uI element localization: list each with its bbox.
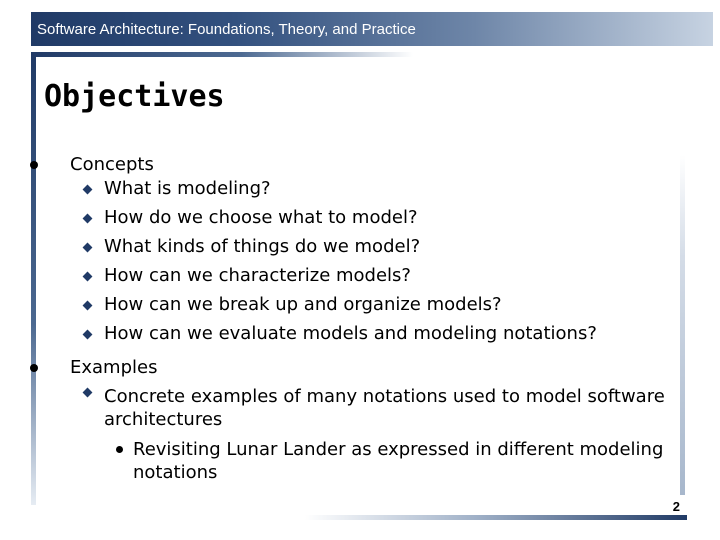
bullet-diamond-icon — [83, 243, 93, 253]
bullet-diamond-icon — [83, 330, 93, 340]
bullet-dot-icon — [116, 446, 123, 453]
bullet-diamond-icon — [83, 301, 93, 311]
subbullet-organize-models: How can we break up and organize models? — [104, 294, 502, 315]
subbullet-choose-what-to-model: How do we choose what to model? — [104, 207, 418, 228]
bullet-dot-icon — [30, 161, 38, 169]
bullet-diamond-icon — [83, 185, 93, 195]
bullet-diamond-icon — [83, 388, 93, 398]
subbullet-what-is-modeling: What is modeling? — [104, 178, 271, 199]
subbullet-characterize-models: How can we characterize models? — [104, 265, 411, 286]
left-accent-rule — [31, 52, 36, 505]
subbullet-concrete-examples-line1: Concrete examples of many notations used to model software — [104, 386, 665, 407]
bullet-diamond-icon — [83, 272, 93, 282]
bullet-examples: Examples — [70, 357, 158, 378]
bullet-diamond-icon — [83, 214, 93, 224]
bullet-concepts: Concepts — [70, 154, 154, 175]
right-accent-rule — [680, 155, 685, 495]
page-number: 2 — [672, 499, 680, 514]
subsubbullet-lunar-lander-line1: Revisiting Lunar Lander as expressed in different modeling — [133, 439, 664, 460]
title-accent-rule — [31, 52, 413, 57]
subsubbullet-lunar-lander-line2: notations — [133, 462, 218, 483]
bottom-accent-rule — [305, 515, 687, 520]
subbullet-evaluate-models: How can we evaluate models and modeling notations? — [104, 323, 597, 344]
subbullet-concrete-examples-line2: architectures — [104, 409, 223, 430]
subbullet-kinds-of-things: What kinds of things do we model? — [104, 236, 421, 257]
header-course-title: Software Architecture: Foundations, Theory, and Practice — [37, 21, 416, 38]
bullet-dot-icon — [30, 364, 38, 372]
slide-title: Objectives — [44, 79, 225, 114]
